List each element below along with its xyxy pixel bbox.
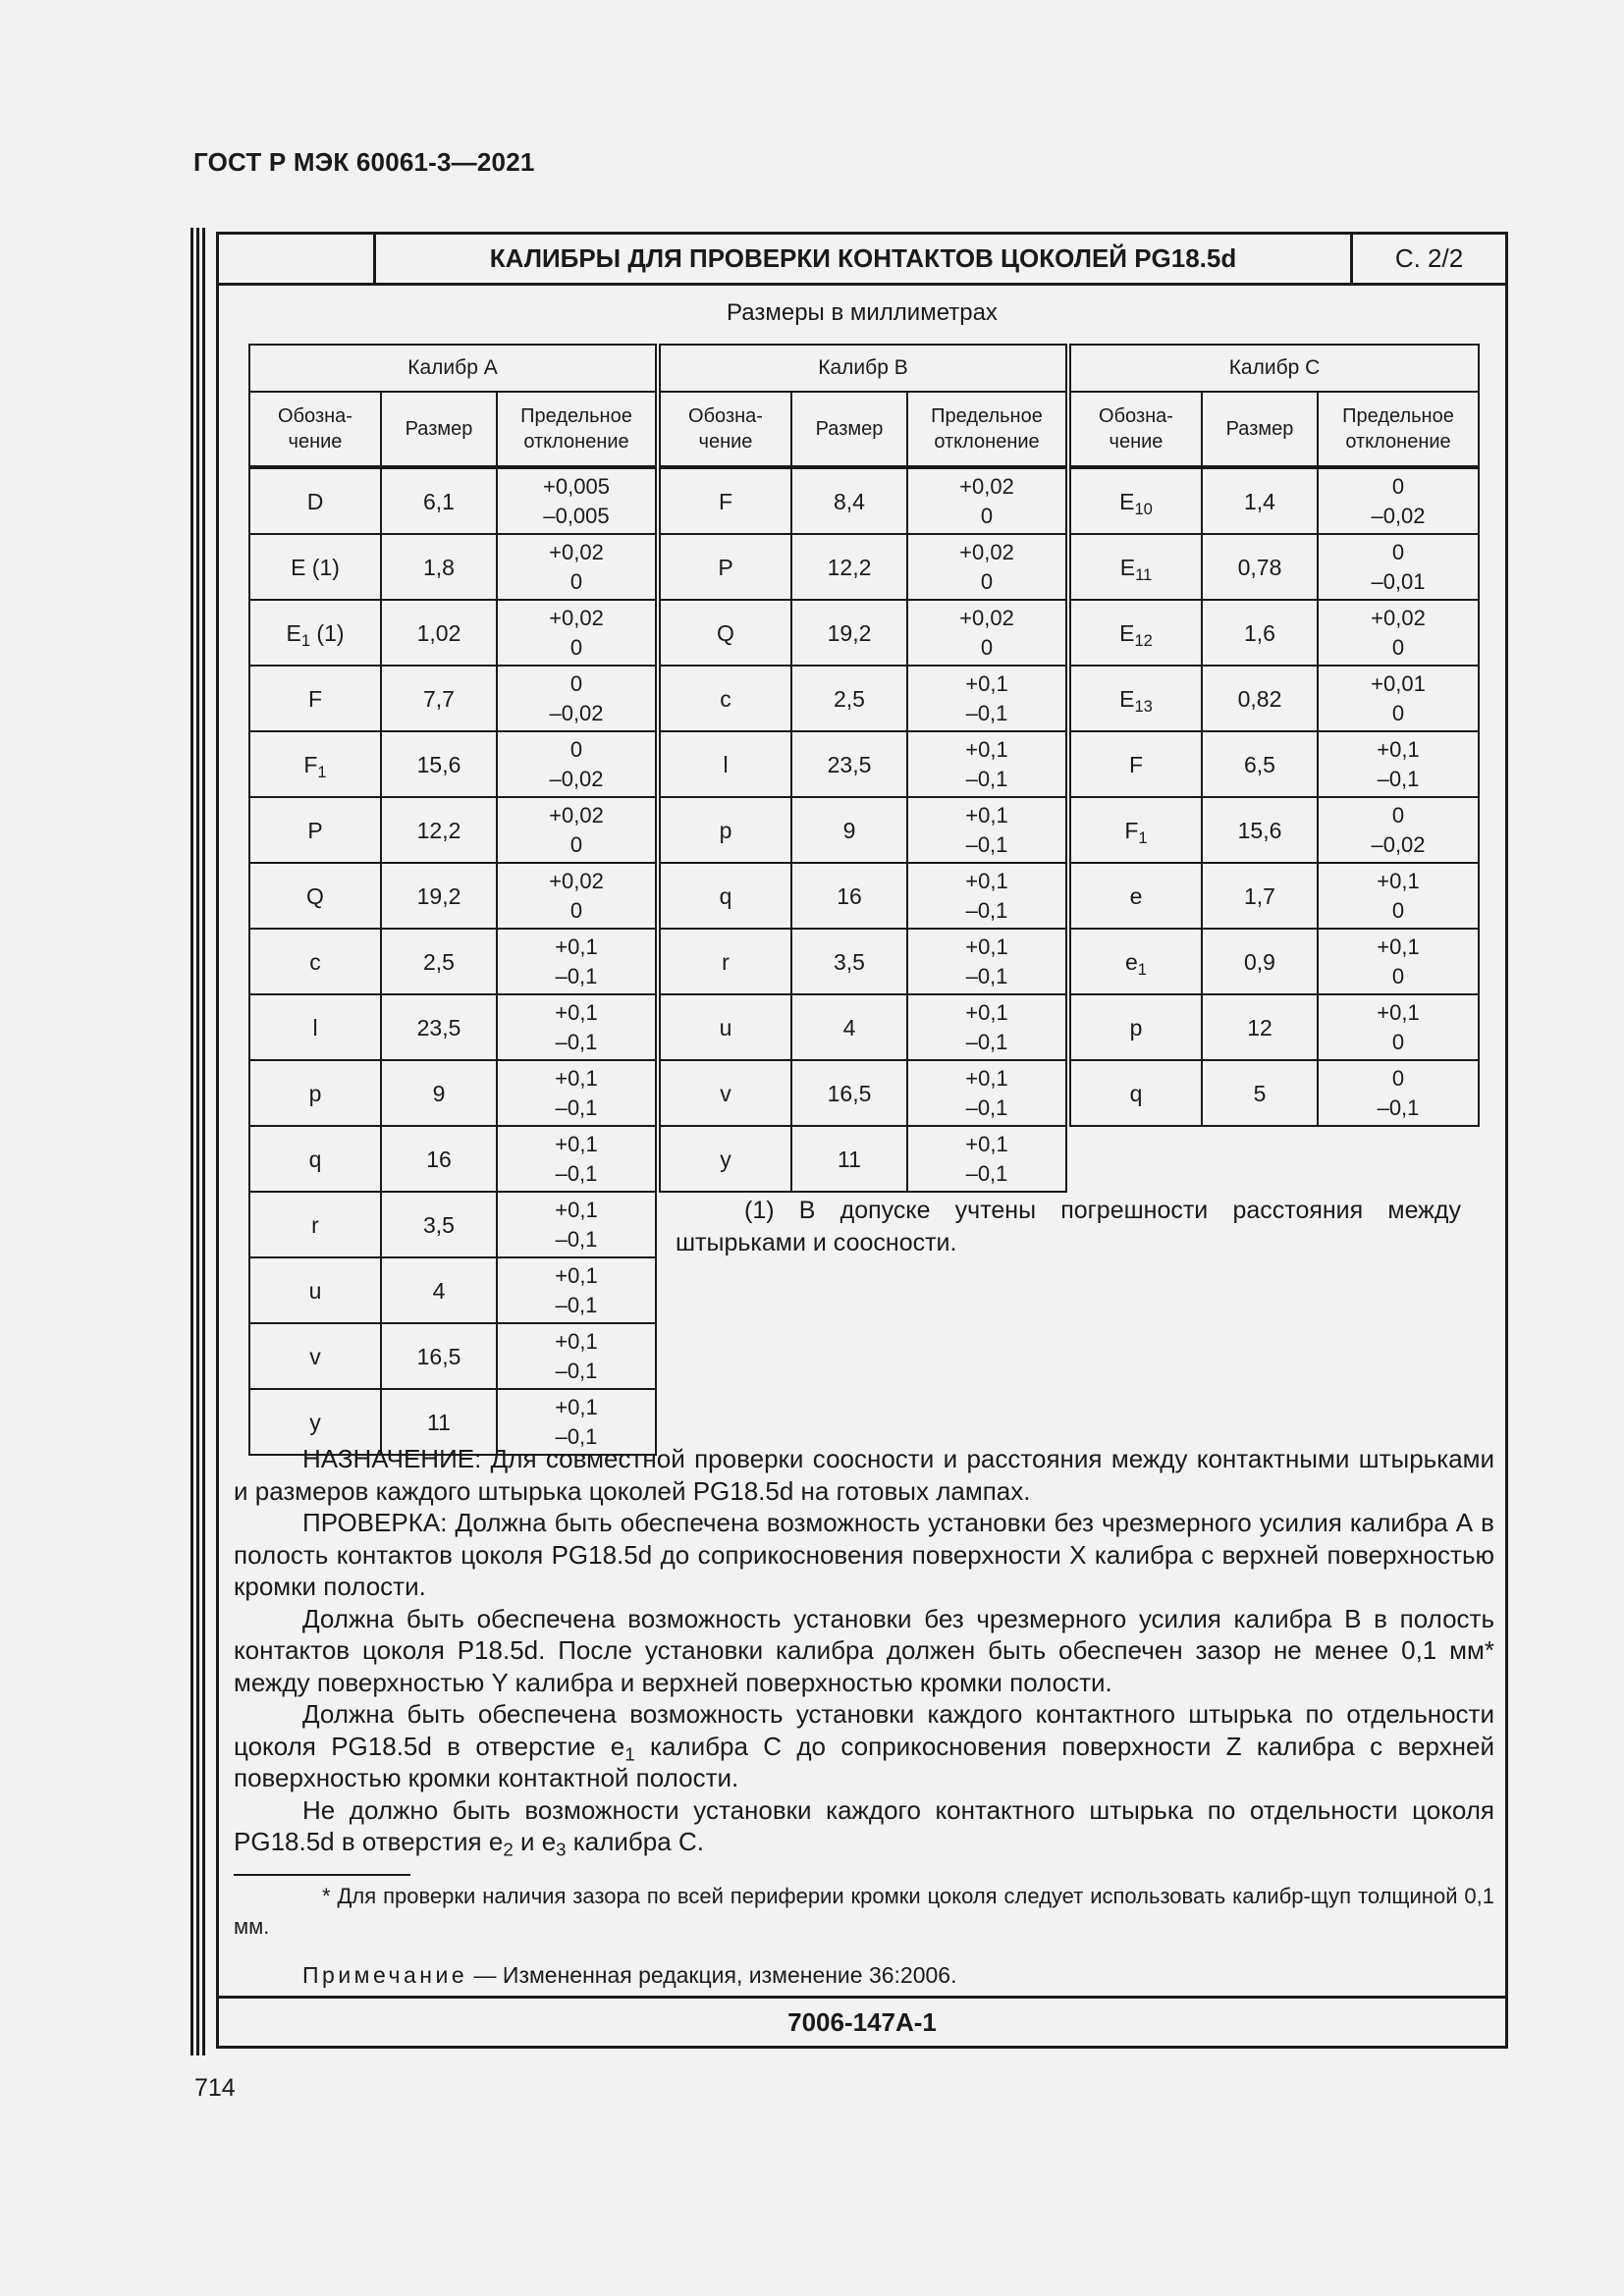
table-row: [660, 731, 1066, 797]
tolerance-cell: +0,1 –0,1: [497, 1192, 656, 1257]
footnote: * Для проверки наличия зазора по всей периферии кромки цоколя следует использовать калибр-щуп толщиной 0,1 мм.: [234, 1884, 1494, 1939]
table-row: [1070, 731, 1479, 797]
tolerance-cell: 0 –0,02: [1318, 467, 1479, 534]
tolerance-cell: +0,1 –0,1: [497, 1126, 656, 1192]
table-row: [1070, 994, 1479, 1060]
table-row: [249, 1323, 656, 1389]
designation-cell: P: [660, 534, 791, 600]
gauge-a-table: [248, 344, 657, 1456]
tolerance-cell: +0,1 –0,1: [907, 1060, 1066, 1126]
size-cell: 0,9: [1202, 929, 1318, 994]
column-header-tolerance: Предельное отклонение: [907, 392, 1066, 467]
designation-cell: u: [660, 994, 791, 1060]
designation-cell: p: [1070, 994, 1202, 1060]
table-row: [1070, 797, 1479, 863]
tolerance-cell: +0,1 –0,1: [907, 797, 1066, 863]
table-row: [1070, 1060, 1479, 1126]
size-cell: 12: [1202, 994, 1318, 1060]
tolerance-cell: +0,1 –0,1: [907, 666, 1066, 731]
tolerance-cell: +0,1 –0,1: [497, 1389, 656, 1455]
table-row: [660, 929, 1066, 994]
designation-cell: p: [249, 1060, 381, 1126]
tolerance-cell: +0,02 0: [1318, 600, 1479, 666]
designation-cell: Q: [660, 600, 791, 666]
size-cell: 15,6: [381, 731, 497, 797]
designation-cell: y: [249, 1389, 381, 1455]
size-cell: 1,02: [381, 600, 497, 666]
designation-cell: q: [660, 863, 791, 929]
sheet-title: КАЛИБРЫ ДЛЯ ПРОВЕРКИ КОНТАКТОВ ЦОКОЛЕЙ PG18.5d: [373, 235, 1353, 283]
size-cell: 1,4: [1202, 467, 1318, 534]
table-row: [249, 600, 656, 666]
table-row: [249, 797, 656, 863]
size-cell: 0,78: [1202, 534, 1318, 600]
table-row: [660, 534, 1066, 600]
designation-cell: u: [249, 1257, 381, 1323]
amendment-note: Примечание — Измененная редакция, изменение 36:2006.: [302, 1962, 957, 1988]
size-cell: 4: [791, 994, 907, 1060]
designation-cell: D: [249, 467, 381, 534]
title-block: [219, 235, 1505, 286]
gauge-c-table: [1069, 344, 1480, 1127]
sheet-page-ref: С. 2/2: [1394, 243, 1464, 273]
table-row: [1070, 666, 1479, 731]
tolerance-cell: +0,02 0: [497, 863, 656, 929]
table-row: [660, 994, 1066, 1060]
size-cell: 6,5: [1202, 731, 1318, 797]
table-row: [249, 929, 656, 994]
check-paragraph: ПРОВЕРКА: Должна быть обеспечена возможность установки без чрезмерного усилия калибра А в полость контактов цоколя PG18.5d до соприкосновения поверхности X калибра с верхней поверхностью кромки полости.: [234, 1508, 1494, 1601]
tolerance-cell: +0,1 0: [1318, 929, 1479, 994]
size-cell: 5: [1202, 1060, 1318, 1126]
table-row: [660, 467, 1066, 534]
gauge-b-paragraph: Должна быть обеспечена возможность установки без чрезмерного усилия калибра В в полость контактов цоколя P18.5d. После установки калибра должен быть обеспечен зазор не менее 0,1 мм* между поверхностью Y калибра и верхней поверхностью кромки полости.: [234, 1603, 1494, 1697]
tolerance-cell: +0,01 0: [1318, 666, 1479, 731]
size-cell: 3,5: [791, 929, 907, 994]
table-row: [660, 1060, 1066, 1126]
tolerance-cell: +0,1 0: [1318, 994, 1479, 1060]
purpose-paragraph: НАЗНАЧЕНИЕ: Для совместной проверки соосности и расстояния между контактными штырьками и размеров каждого штырька цоколей PG18.5d на готовых лампах.: [234, 1444, 1494, 1506]
tolerance-cell: +0,1 0: [1318, 863, 1479, 929]
designation-cell: $F_1$: [249, 731, 381, 797]
tolerance-cell: 0 –0,02: [1318, 797, 1479, 863]
designation-cell: c: [660, 666, 791, 731]
size-cell: 23,5: [791, 731, 907, 797]
size-cell: 19,2: [791, 600, 907, 666]
designation-cell: q: [1070, 1060, 1202, 1126]
table-row: [249, 534, 656, 600]
column-header-designation: Обозна- чение: [249, 392, 381, 467]
designation-cell: $F_1$: [1070, 797, 1202, 863]
designation-cell: $E_{12}$: [1070, 600, 1202, 666]
table-row: [660, 600, 1066, 666]
designation-cell: E (1): [249, 534, 381, 600]
designation-cell: P: [249, 797, 381, 863]
size-cell: 3,5: [381, 1192, 497, 1257]
size-cell: 19,2: [381, 863, 497, 929]
table-row: [249, 1257, 656, 1323]
designation-cell: $e_1$: [1070, 929, 1202, 994]
column-header-size: Размер: [791, 392, 907, 467]
table-row: [1070, 534, 1479, 600]
gauge-b-title: Калибр В: [660, 345, 1066, 392]
gauge-c-paragraph: Должна быть обеспечена возможность установки каждого контактного штырька по отдельности цоколя PG18.5d в отверстие $e_1$ калибра С до соприкосновения поверхности Z калибра с верхней поверхностью кромки контактной полости.: [234, 1699, 1494, 1792]
table-row: [660, 863, 1066, 929]
tolerance-cell: +0,02 0: [907, 467, 1066, 534]
designation-cell: l: [249, 994, 381, 1060]
tolerance-cell: +0,02 0: [497, 600, 656, 666]
column-header-tolerance: Предельное отклонение: [497, 392, 656, 467]
designation-cell: y: [660, 1126, 791, 1192]
tolerance-cell: +0,02 0: [907, 600, 1066, 666]
column-header-size: Размер: [381, 392, 497, 467]
size-cell: 1,8: [381, 534, 497, 600]
column-header-designation: Обозна- чение: [1070, 392, 1202, 467]
tolerance-cell: +0,1 –0,1: [1318, 731, 1479, 797]
tolerance-cell: +0,1 –0,1: [497, 1257, 656, 1323]
table-row: [249, 1060, 656, 1126]
tolerance-cell: 0 –0,02: [497, 666, 656, 731]
tolerance-cell: +0,02 0: [907, 534, 1066, 600]
designation-cell: p: [660, 797, 791, 863]
sheet-frame: [216, 232, 1508, 2049]
size-cell: 16: [791, 863, 907, 929]
tolerance-cell: 0 –0,02: [497, 731, 656, 797]
column-header-designation: Обозна- чение: [660, 392, 791, 467]
size-cell: 23,5: [381, 994, 497, 1060]
tolerance-cell: +0,1 –0,1: [497, 1060, 656, 1126]
sidebar-rule: [202, 228, 205, 2056]
designation-cell: Q: [249, 863, 381, 929]
gauge-b-table: [659, 344, 1067, 1193]
tolerance-cell: +0,005 –0,005: [497, 467, 656, 534]
table-note: (1) В допуске учтены погрешности расстояния между штырьками и соосности.: [676, 1197, 1461, 1256]
size-cell: 16: [381, 1126, 497, 1192]
size-cell: 8,4: [791, 467, 907, 534]
designation-cell: v: [660, 1060, 791, 1126]
tolerance-cell: +0,1 –0,1: [907, 863, 1066, 929]
table-row: [249, 1192, 656, 1257]
tolerance-cell: 0 –0,1: [1318, 1060, 1479, 1126]
size-cell: 16,5: [381, 1323, 497, 1389]
tolerance-cell: +0,1 –0,1: [907, 731, 1066, 797]
size-cell: 16,5: [791, 1060, 907, 1126]
designation-cell: c: [249, 929, 381, 994]
table-row: [249, 1126, 656, 1192]
table-row: [660, 797, 1066, 863]
column-header-tolerance: Предельное отклонение: [1318, 392, 1479, 467]
size-cell: 15,6: [1202, 797, 1318, 863]
designation-cell: F: [1070, 731, 1202, 797]
gauge-c-title: Калибр С: [1070, 345, 1479, 392]
table-row: [249, 666, 656, 731]
designation-cell: q: [249, 1126, 381, 1192]
size-cell: 2,5: [381, 929, 497, 994]
table-row: [660, 666, 1066, 731]
tolerance-cell: +0,02 0: [497, 797, 656, 863]
designation-cell: $E_1$ (1): [249, 600, 381, 666]
size-cell: 1,6: [1202, 600, 1318, 666]
designation-cell: $E_{13}$: [1070, 666, 1202, 731]
tolerance-cell: +0,1 –0,1: [497, 929, 656, 994]
size-cell: 11: [381, 1389, 497, 1455]
tolerance-cell: +0,02 0: [497, 534, 656, 600]
size-cell: 1,7: [1202, 863, 1318, 929]
size-cell: 4: [381, 1257, 497, 1323]
table-row: [1070, 863, 1479, 929]
tolerance-cell: +0,1 –0,1: [907, 929, 1066, 994]
size-cell: 6,1: [381, 467, 497, 534]
table-row: [1070, 600, 1479, 666]
tolerance-cell: 0 –0,01: [1318, 534, 1479, 600]
drawing-number: 7006-147А-1: [219, 1996, 1505, 2046]
page-number: 714: [194, 2074, 236, 2102]
table-row: [249, 863, 656, 929]
column-header-size: Размер: [1202, 392, 1318, 467]
designation-cell: l: [660, 731, 791, 797]
designation-cell: v: [249, 1323, 381, 1389]
document-header: ГОСТ Р МЭК 60061-3—2021: [193, 147, 535, 177]
designation-cell: r: [660, 929, 791, 994]
designation-cell: $E_{11}$: [1070, 534, 1202, 600]
tolerance-cell: +0,1 –0,1: [497, 994, 656, 1060]
table-row: [249, 467, 656, 534]
sidebar-rule: [190, 228, 193, 2056]
table-row: [1070, 929, 1479, 994]
table-row: [1070, 467, 1479, 534]
designation-cell: r: [249, 1192, 381, 1257]
designation-cell: e: [1070, 863, 1202, 929]
tolerance-cell: +0,1 –0,1: [907, 994, 1066, 1060]
size-cell: 11: [791, 1126, 907, 1192]
tolerance-cell: +0,1 –0,1: [907, 1126, 1066, 1192]
size-cell: 12,2: [791, 534, 907, 600]
size-cell: 0,82: [1202, 666, 1318, 731]
size-cell: 12,2: [381, 797, 497, 863]
size-cell: 2,5: [791, 666, 907, 731]
table-row: [249, 731, 656, 797]
designation-cell: F: [660, 467, 791, 534]
units-caption: Размеры в миллиметрах: [727, 299, 998, 326]
table-row: [249, 994, 656, 1060]
size-cell: 9: [381, 1060, 497, 1126]
size-cell: 9: [791, 797, 907, 863]
size-cell: 7,7: [381, 666, 497, 731]
table-row: [660, 1126, 1066, 1192]
no-go-paragraph: Не должно быть возможности установки каждого контактного штырька по отдельности цоколя PG18.5d в отверстия $e_2$ и $e_3$ калибра С.: [234, 1794, 1494, 1860]
sidebar-rule: [196, 228, 199, 2056]
gauge-a-title: Калибр А: [249, 345, 656, 392]
tolerance-cell: +0,1 –0,1: [497, 1323, 656, 1389]
designation-cell: $E_{10}$: [1070, 467, 1202, 534]
footnote-rule: [234, 1874, 410, 1876]
body-text: [234, 1443, 1494, 1858]
designation-cell: F: [249, 666, 381, 731]
